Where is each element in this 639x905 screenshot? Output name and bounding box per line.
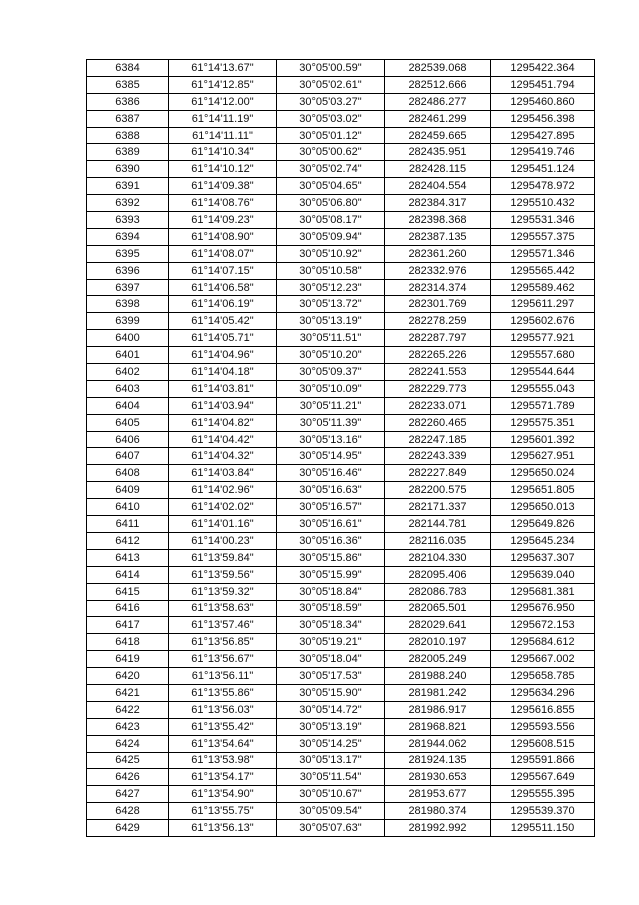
- longitude-cell: 30°05'16.46": [277, 465, 385, 482]
- table-row: [87, 161, 595, 178]
- x-coordinate-cell: 282287.797: [385, 330, 491, 347]
- x-coordinate-cell: 282200.575: [385, 482, 491, 499]
- point-number-cell: 6420: [87, 668, 169, 685]
- latitude-cell: 61°14'04.42": [169, 431, 277, 448]
- latitude-cell: 61°13'56.11": [169, 668, 277, 685]
- longitude-cell: 30°05'17.53": [277, 668, 385, 685]
- point-number-cell: 6395: [87, 245, 169, 262]
- table-row: [87, 803, 595, 820]
- x-coordinate-cell: 282404.554: [385, 178, 491, 195]
- x-coordinate-cell: 281944.062: [385, 735, 491, 752]
- point-number-cell: 6398: [87, 296, 169, 313]
- latitude-cell: 61°14'09.38": [169, 178, 277, 195]
- latitude-cell: 61°14'08.07": [169, 245, 277, 262]
- latitude-cell: 61°13'56.03": [169, 701, 277, 718]
- longitude-cell: 30°05'15.99": [277, 566, 385, 583]
- y-coordinate-cell: 1295557.680: [491, 347, 595, 364]
- point-number-cell: 6393: [87, 212, 169, 229]
- table-row: [87, 516, 595, 533]
- latitude-cell: 61°14'07.15": [169, 262, 277, 279]
- longitude-cell: 30°05'16.63": [277, 482, 385, 499]
- x-coordinate-cell: 281968.821: [385, 718, 491, 735]
- latitude-cell: 61°13'54.64": [169, 735, 277, 752]
- y-coordinate-cell: 1295571.346: [491, 245, 595, 262]
- y-coordinate-cell: 1295557.375: [491, 228, 595, 245]
- x-coordinate-cell: 282265.226: [385, 347, 491, 364]
- table-row: [87, 617, 595, 634]
- latitude-cell: 61°13'55.42": [169, 718, 277, 735]
- latitude-cell: 61°14'12.00": [169, 93, 277, 110]
- x-coordinate-cell: 281992.992: [385, 820, 491, 837]
- point-number-cell: 6413: [87, 549, 169, 566]
- longitude-cell: 30°05'04.65": [277, 178, 385, 195]
- table-row: [87, 820, 595, 837]
- latitude-cell: 61°13'55.75": [169, 803, 277, 820]
- x-coordinate-cell: 282247.185: [385, 431, 491, 448]
- point-number-cell: 6423: [87, 718, 169, 735]
- longitude-cell: 30°05'01.12": [277, 127, 385, 144]
- longitude-cell: 30°05'16.61": [277, 516, 385, 533]
- table-row: [87, 60, 595, 77]
- x-coordinate-cell: 281986.917: [385, 701, 491, 718]
- y-coordinate-cell: 1295511.150: [491, 820, 595, 837]
- table-row: [87, 380, 595, 397]
- x-coordinate-cell: 282171.337: [385, 499, 491, 516]
- longitude-cell: 30°05'19.21": [277, 634, 385, 651]
- longitude-cell: 30°05'09.54": [277, 803, 385, 820]
- y-coordinate-cell: 1295478.972: [491, 178, 595, 195]
- point-number-cell: 6390: [87, 161, 169, 178]
- table-row: [87, 195, 595, 212]
- table-row: [87, 330, 595, 347]
- x-coordinate-cell: 282435.951: [385, 144, 491, 161]
- latitude-cell: 61°14'03.94": [169, 397, 277, 414]
- latitude-cell: 61°14'10.34": [169, 144, 277, 161]
- x-coordinate-cell: 282387.135: [385, 228, 491, 245]
- longitude-cell: 30°05'12.23": [277, 279, 385, 296]
- longitude-cell: 30°05'10.58": [277, 262, 385, 279]
- y-coordinate-cell: 1295602.676: [491, 313, 595, 330]
- x-coordinate-cell: 282243.339: [385, 448, 491, 465]
- y-coordinate-cell: 1295645.234: [491, 532, 595, 549]
- point-number-cell: 6428: [87, 803, 169, 820]
- latitude-cell: 61°14'04.18": [169, 364, 277, 381]
- table-row: [87, 701, 595, 718]
- x-coordinate-cell: 282461.299: [385, 110, 491, 127]
- latitude-cell: 61°14'05.42": [169, 313, 277, 330]
- x-coordinate-cell: 282010.197: [385, 634, 491, 651]
- longitude-cell: 30°05'11.21": [277, 397, 385, 414]
- table-row: [87, 684, 595, 701]
- coordinates-table: [86, 59, 595, 837]
- table-row: [87, 532, 595, 549]
- y-coordinate-cell: 1295531.346: [491, 212, 595, 229]
- longitude-cell: 30°05'08.17": [277, 212, 385, 229]
- y-coordinate-cell: 1295510.432: [491, 195, 595, 212]
- longitude-cell: 30°05'11.54": [277, 769, 385, 786]
- point-number-cell: 6407: [87, 448, 169, 465]
- x-coordinate-cell: 281981.242: [385, 684, 491, 701]
- point-number-cell: 6402: [87, 364, 169, 381]
- point-number-cell: 6426: [87, 769, 169, 786]
- x-coordinate-cell: 282116.035: [385, 532, 491, 549]
- x-coordinate-cell: 281980.374: [385, 803, 491, 820]
- point-number-cell: 6417: [87, 617, 169, 634]
- latitude-cell: 61°13'57.46": [169, 617, 277, 634]
- table-row: [87, 313, 595, 330]
- x-coordinate-cell: 282398.368: [385, 212, 491, 229]
- table-row: [87, 668, 595, 685]
- point-number-cell: 6410: [87, 499, 169, 516]
- y-coordinate-cell: 1295649.826: [491, 516, 595, 533]
- point-number-cell: 6384: [87, 60, 169, 77]
- point-number-cell: 6414: [87, 566, 169, 583]
- longitude-cell: 30°05'18.84": [277, 583, 385, 600]
- latitude-cell: 61°14'09.23": [169, 212, 277, 229]
- x-coordinate-cell: 282241.553: [385, 364, 491, 381]
- point-number-cell: 6418: [87, 634, 169, 651]
- longitude-cell: 30°05'15.86": [277, 549, 385, 566]
- longitude-cell: 30°05'13.17": [277, 752, 385, 769]
- longitude-cell: 30°05'10.67": [277, 786, 385, 803]
- longitude-cell: 30°05'16.57": [277, 499, 385, 516]
- x-coordinate-cell: 282144.781: [385, 516, 491, 533]
- point-number-cell: 6419: [87, 651, 169, 668]
- longitude-cell: 30°05'03.02": [277, 110, 385, 127]
- point-number-cell: 6411: [87, 516, 169, 533]
- latitude-cell: 61°14'10.12": [169, 161, 277, 178]
- longitude-cell: 30°05'18.59": [277, 600, 385, 617]
- y-coordinate-cell: 1295591.866: [491, 752, 595, 769]
- latitude-cell: 61°13'56.13": [169, 820, 277, 837]
- point-number-cell: 6404: [87, 397, 169, 414]
- x-coordinate-cell: 282229.773: [385, 380, 491, 397]
- point-number-cell: 6387: [87, 110, 169, 127]
- x-coordinate-cell: 282065.501: [385, 600, 491, 617]
- longitude-cell: 30°05'11.51": [277, 330, 385, 347]
- y-coordinate-cell: 1295650.024: [491, 465, 595, 482]
- y-coordinate-cell: 1295672.153: [491, 617, 595, 634]
- y-coordinate-cell: 1295616.855: [491, 701, 595, 718]
- y-coordinate-cell: 1295639.040: [491, 566, 595, 583]
- latitude-cell: 61°13'59.32": [169, 583, 277, 600]
- longitude-cell: 30°05'16.36": [277, 532, 385, 549]
- y-coordinate-cell: 1295565.442: [491, 262, 595, 279]
- point-number-cell: 6401: [87, 347, 169, 364]
- latitude-cell: 61°14'02.02": [169, 499, 277, 516]
- latitude-cell: 61°13'59.84": [169, 549, 277, 566]
- longitude-cell: 30°05'10.09": [277, 380, 385, 397]
- table-row: [87, 76, 595, 93]
- x-coordinate-cell: 281930.653: [385, 769, 491, 786]
- x-coordinate-cell: 282512.666: [385, 76, 491, 93]
- table-row: [87, 600, 595, 617]
- table-row: [87, 347, 595, 364]
- table-row: [87, 364, 595, 381]
- point-number-cell: 6409: [87, 482, 169, 499]
- table-row: [87, 144, 595, 161]
- table-row: [87, 718, 595, 735]
- table-row: [87, 549, 595, 566]
- point-number-cell: 6416: [87, 600, 169, 617]
- longitude-cell: 30°05'18.34": [277, 617, 385, 634]
- x-coordinate-cell: 282486.277: [385, 93, 491, 110]
- x-coordinate-cell: 282314.374: [385, 279, 491, 296]
- point-number-cell: 6396: [87, 262, 169, 279]
- latitude-cell: 61°13'56.85": [169, 634, 277, 651]
- longitude-cell: 30°05'11.39": [277, 414, 385, 431]
- x-coordinate-cell: 282095.406: [385, 566, 491, 583]
- y-coordinate-cell: 1295419.746: [491, 144, 595, 161]
- y-coordinate-cell: 1295422.364: [491, 60, 595, 77]
- longitude-cell: 30°05'18.04": [277, 651, 385, 668]
- y-coordinate-cell: 1295555.395: [491, 786, 595, 803]
- x-coordinate-cell: 282459.665: [385, 127, 491, 144]
- x-coordinate-cell: 282233.071: [385, 397, 491, 414]
- table-row: [87, 651, 595, 668]
- longitude-cell: 30°05'13.16": [277, 431, 385, 448]
- longitude-cell: 30°05'07.63": [277, 820, 385, 837]
- latitude-cell: 61°14'01.16": [169, 516, 277, 533]
- longitude-cell: 30°05'02.61": [277, 76, 385, 93]
- y-coordinate-cell: 1295637.307: [491, 549, 595, 566]
- longitude-cell: 30°05'15.90": [277, 684, 385, 701]
- latitude-cell: 61°14'04.82": [169, 414, 277, 431]
- longitude-cell: 30°05'10.20": [277, 347, 385, 364]
- x-coordinate-cell: 281988.240: [385, 668, 491, 685]
- y-coordinate-cell: 1295651.805: [491, 482, 595, 499]
- table-row: [87, 431, 595, 448]
- table-row: [87, 465, 595, 482]
- table-row: [87, 752, 595, 769]
- table-row: [87, 212, 595, 229]
- table-row: [87, 279, 595, 296]
- table-row: [87, 93, 595, 110]
- point-number-cell: 6405: [87, 414, 169, 431]
- point-number-cell: 6388: [87, 127, 169, 144]
- y-coordinate-cell: 1295544.644: [491, 364, 595, 381]
- table-row: [87, 245, 595, 262]
- point-number-cell: 6425: [87, 752, 169, 769]
- table-row: [87, 414, 595, 431]
- y-coordinate-cell: 1295658.785: [491, 668, 595, 685]
- latitude-cell: 61°13'59.56": [169, 566, 277, 583]
- x-coordinate-cell: 281953.677: [385, 786, 491, 803]
- latitude-cell: 61°13'54.17": [169, 769, 277, 786]
- latitude-cell: 61°14'05.71": [169, 330, 277, 347]
- longitude-cell: 30°05'14.72": [277, 701, 385, 718]
- y-coordinate-cell: 1295575.351: [491, 414, 595, 431]
- point-number-cell: 6385: [87, 76, 169, 93]
- x-coordinate-cell: 282301.769: [385, 296, 491, 313]
- point-number-cell: 6397: [87, 279, 169, 296]
- longitude-cell: 30°05'13.19": [277, 718, 385, 735]
- table-row: [87, 499, 595, 516]
- table-row: [87, 296, 595, 313]
- point-number-cell: 6422: [87, 701, 169, 718]
- table-row: [87, 448, 595, 465]
- x-coordinate-cell: 282005.249: [385, 651, 491, 668]
- latitude-cell: 61°14'12.85": [169, 76, 277, 93]
- table-row: [87, 178, 595, 195]
- longitude-cell: 30°05'14.25": [277, 735, 385, 752]
- table-row: [87, 769, 595, 786]
- longitude-cell: 30°05'09.94": [277, 228, 385, 245]
- longitude-cell: 30°05'00.59": [277, 60, 385, 77]
- latitude-cell: 61°14'06.19": [169, 296, 277, 313]
- x-coordinate-cell: 282384.317: [385, 195, 491, 212]
- y-coordinate-cell: 1295593.556: [491, 718, 595, 735]
- table-row: [87, 127, 595, 144]
- table-row: [87, 735, 595, 752]
- point-number-cell: 6400: [87, 330, 169, 347]
- coordinates-table-body: [87, 60, 595, 837]
- y-coordinate-cell: 1295567.649: [491, 769, 595, 786]
- latitude-cell: 61°14'08.90": [169, 228, 277, 245]
- y-coordinate-cell: 1295451.794: [491, 76, 595, 93]
- y-coordinate-cell: 1295427.895: [491, 127, 595, 144]
- y-coordinate-cell: 1295650.013: [491, 499, 595, 516]
- point-number-cell: 6406: [87, 431, 169, 448]
- longitude-cell: 30°05'13.72": [277, 296, 385, 313]
- y-coordinate-cell: 1295451.124: [491, 161, 595, 178]
- x-coordinate-cell: 282428.115: [385, 161, 491, 178]
- latitude-cell: 61°14'03.81": [169, 380, 277, 397]
- longitude-cell: 30°05'10.92": [277, 245, 385, 262]
- y-coordinate-cell: 1295589.462: [491, 279, 595, 296]
- y-coordinate-cell: 1295555.043: [491, 380, 595, 397]
- x-coordinate-cell: 282104.330: [385, 549, 491, 566]
- table-row: [87, 262, 595, 279]
- point-number-cell: 6427: [87, 786, 169, 803]
- latitude-cell: 61°13'55.86": [169, 684, 277, 701]
- y-coordinate-cell: 1295611.297: [491, 296, 595, 313]
- point-number-cell: 6391: [87, 178, 169, 195]
- y-coordinate-cell: 1295681.381: [491, 583, 595, 600]
- y-coordinate-cell: 1295634.296: [491, 684, 595, 701]
- point-number-cell: 6399: [87, 313, 169, 330]
- x-coordinate-cell: 282086.783: [385, 583, 491, 600]
- y-coordinate-cell: 1295676.950: [491, 600, 595, 617]
- x-coordinate-cell: 282227.849: [385, 465, 491, 482]
- point-number-cell: 6412: [87, 532, 169, 549]
- latitude-cell: 61°13'58.63": [169, 600, 277, 617]
- y-coordinate-cell: 1295684.612: [491, 634, 595, 651]
- table-row: [87, 110, 595, 127]
- point-number-cell: 6386: [87, 93, 169, 110]
- point-number-cell: 6389: [87, 144, 169, 161]
- longitude-cell: 30°05'06.80": [277, 195, 385, 212]
- point-number-cell: 6415: [87, 583, 169, 600]
- point-number-cell: 6429: [87, 820, 169, 837]
- table-row: [87, 786, 595, 803]
- table-row: [87, 228, 595, 245]
- table-row: [87, 397, 595, 414]
- latitude-cell: 61°14'13.67": [169, 60, 277, 77]
- table-row: [87, 634, 595, 651]
- longitude-cell: 30°05'03.27": [277, 93, 385, 110]
- longitude-cell: 30°05'13.19": [277, 313, 385, 330]
- y-coordinate-cell: 1295667.002: [491, 651, 595, 668]
- point-number-cell: 6394: [87, 228, 169, 245]
- longitude-cell: 30°05'00.62": [277, 144, 385, 161]
- latitude-cell: 61°13'56.67": [169, 651, 277, 668]
- y-coordinate-cell: 1295601.392: [491, 431, 595, 448]
- x-coordinate-cell: 282332.976: [385, 262, 491, 279]
- latitude-cell: 61°14'04.96": [169, 347, 277, 364]
- x-coordinate-cell: 282260.465: [385, 414, 491, 431]
- table-row: [87, 583, 595, 600]
- latitude-cell: 61°13'53.98": [169, 752, 277, 769]
- longitude-cell: 30°05'02.74": [277, 161, 385, 178]
- x-coordinate-cell: 282539.068: [385, 60, 491, 77]
- latitude-cell: 61°14'04.32": [169, 448, 277, 465]
- y-coordinate-cell: 1295608.515: [491, 735, 595, 752]
- latitude-cell: 61°14'11.19": [169, 110, 277, 127]
- y-coordinate-cell: 1295627.951: [491, 448, 595, 465]
- x-coordinate-cell: 282278.259: [385, 313, 491, 330]
- x-coordinate-cell: 281924.135: [385, 752, 491, 769]
- y-coordinate-cell: 1295577.921: [491, 330, 595, 347]
- point-number-cell: 6424: [87, 735, 169, 752]
- y-coordinate-cell: 1295539.370: [491, 803, 595, 820]
- x-coordinate-cell: 282361.260: [385, 245, 491, 262]
- longitude-cell: 30°05'14.95": [277, 448, 385, 465]
- y-coordinate-cell: 1295456.398: [491, 110, 595, 127]
- latitude-cell: 61°13'54.90": [169, 786, 277, 803]
- point-number-cell: 6408: [87, 465, 169, 482]
- table-row: [87, 566, 595, 583]
- latitude-cell: 61°14'00.23": [169, 532, 277, 549]
- latitude-cell: 61°14'08.76": [169, 195, 277, 212]
- latitude-cell: 61°14'11.11": [169, 127, 277, 144]
- latitude-cell: 61°14'02.96": [169, 482, 277, 499]
- latitude-cell: 61°14'06.58": [169, 279, 277, 296]
- table-row: [87, 482, 595, 499]
- point-number-cell: 6392: [87, 195, 169, 212]
- point-number-cell: 6403: [87, 380, 169, 397]
- latitude-cell: 61°14'03.84": [169, 465, 277, 482]
- point-number-cell: 6421: [87, 684, 169, 701]
- y-coordinate-cell: 1295571.789: [491, 397, 595, 414]
- x-coordinate-cell: 282029.641: [385, 617, 491, 634]
- longitude-cell: 30°05'09.37": [277, 364, 385, 381]
- y-coordinate-cell: 1295460.860: [491, 93, 595, 110]
